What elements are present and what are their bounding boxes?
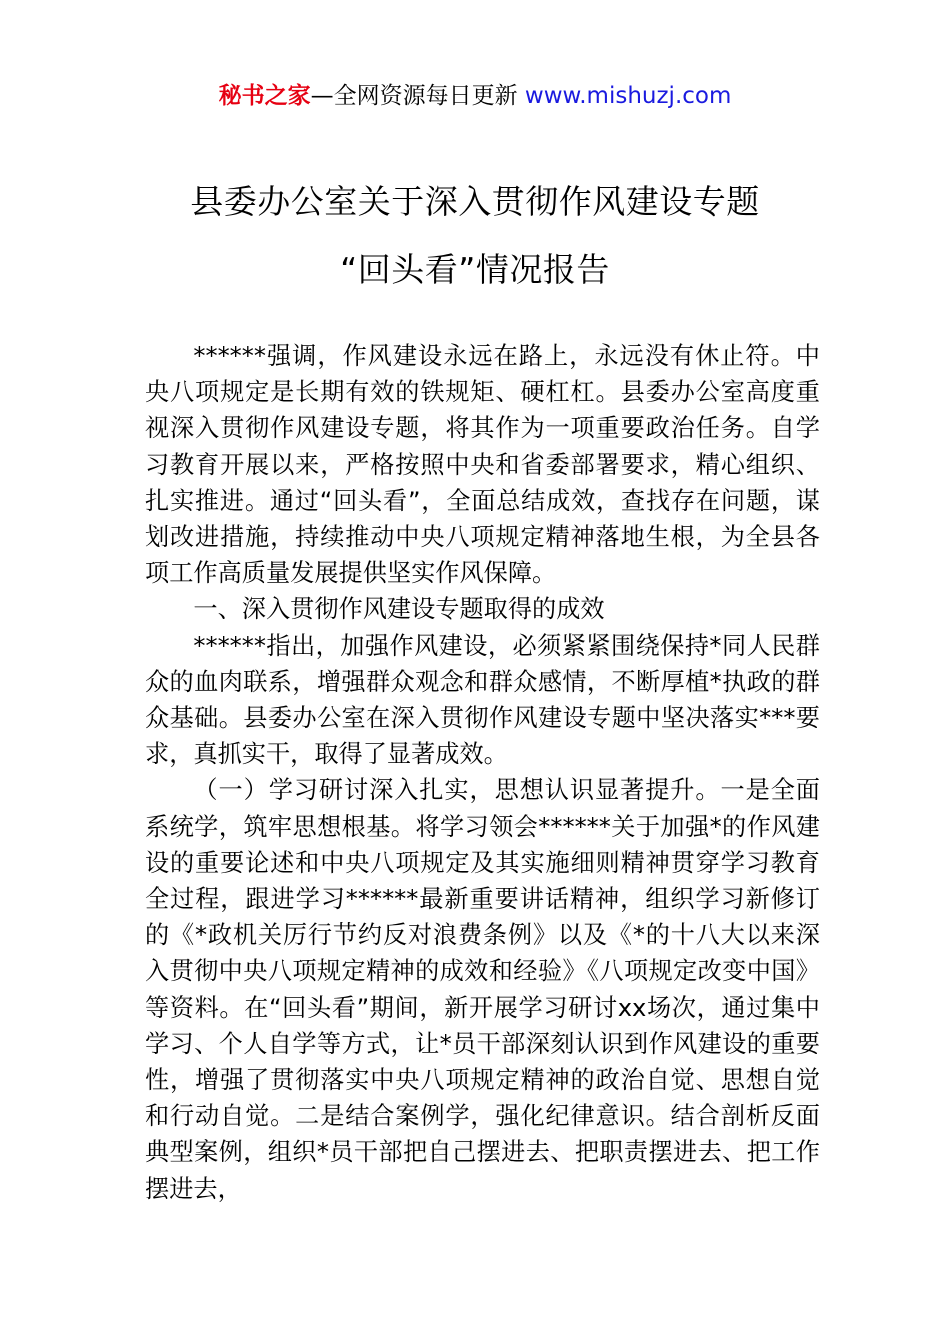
document-title-line-1: 县委办公室关于深入贯彻作风建设专题 [190,182,760,221]
site-tagline: —全网资源每日更新 [310,83,525,109]
site-header [0,80,950,112]
site-url-link[interactable]: www.mishuzj.com [524,83,732,109]
site-name: 秘书之家 [218,83,311,109]
document-title-line-2: “回头看”情况报告 [340,250,610,289]
paragraph-section-1: ******指出，加强作风建设，必须紧紧围绕保持*同人民群众的血肉联系，增强群众观念和群众感情，不断厚植*执政的群众基础。县委办公室在深入贯彻作风建设专题中坚决落实***要求，真抓实干，取得了显著成效。 [145,631,820,769]
document-body [145,338,820,1207]
paragraph-intro: ******强调，作风建设永远在路上，永远没有休止符。中央八项规定是长期有效的铁规矩、硬杠杠。县委办公室高度重视深入贯彻作风建设专题，将其作为一项重要政治任务。自学习教育开展以来，严格按照中央和省委部署要求，精心组织、扎实推进。通过“回头看”，全面总结成效，查找存在问题，谋划改进措施，持续推动中央八项规定精神落地生根，为全县各项工作高质量发展提供坚实作风保障。 [145,342,820,588]
paragraph-subsection-1: （一）学习研讨深入扎实，思想认识显著提升。一是全面系统学，筑牢思想根基。将学习领会******关于加强*的作风建设的重要论述和中央八项规定及其实施细则精神贯穿学习教育全过程，跟进学习******最新重要讲话精神，组织学习新修订的《*政机关厉行节约反对浪费条例》以及《*的十八大以来深入贯彻中央八项规定精神的成效和经验》《八项规定改变中国》等资料。在“回头看”期间，新开展学习研讨xx场次，通过集中学习、个人自学等方式，让*员干部深刻认识到作风建设的重要性，增强了贯彻落实中央八项规定精神的政治自觉、思想自觉和行动自觉。二是结合案例学，强化纪律意识。结合剖析反面典型案例，组织*员干部把自己摆进去、把职责摆进去、把工作摆进去， [145,776,820,1203]
section-heading-1: 一、深入贯彻作风建设专题取得的成效 [193,595,605,624]
